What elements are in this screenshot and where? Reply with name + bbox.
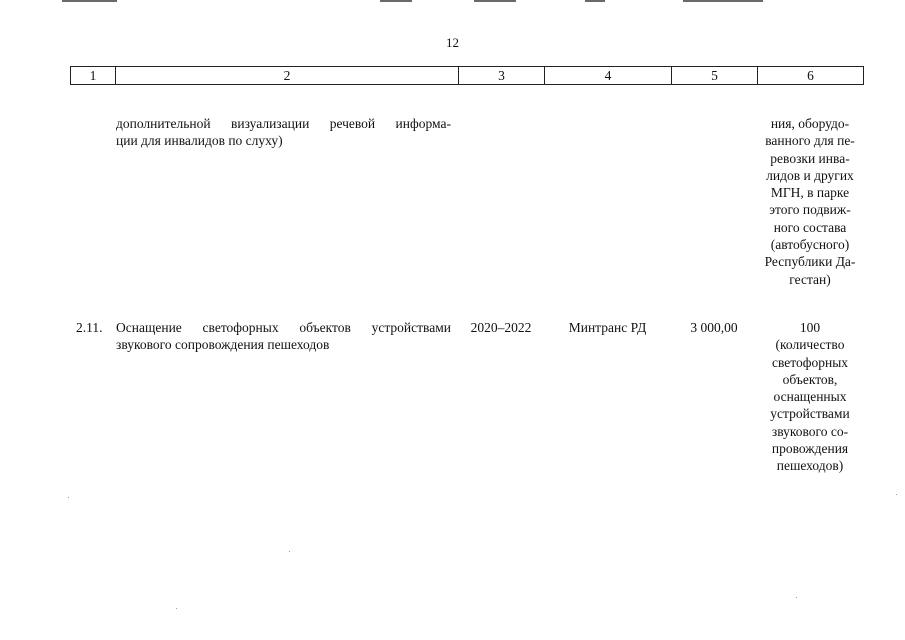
indicator-line: гестан) [789,271,831,287]
row-description-line: звукового сопровождения пешеходов [116,337,330,352]
scan-speckle [796,597,797,598]
scan-edge-mark [683,0,763,2]
row-executor: Минтранс РД [568,320,647,335]
row-period: 2020–2022 [470,320,532,335]
indicator-line: (автобусного) [770,237,850,253]
indicator-line: МГН, в парке [770,185,850,201]
indicator-line: ния, оборудо- [770,116,850,131]
row-indicator [756,319,864,475]
indicator-line: объектов, [782,371,838,387]
continued-description-line: дополнительной визуализации речевой информа- [116,116,451,131]
indicator-line: ного состава [773,219,847,235]
indicator-line: 100 [799,320,821,335]
indicator-line: пешеходов) [776,458,844,474]
continued-description-line: ции для инвалидов по слуху) [116,133,283,148]
row-funding: 3 000,00 [690,320,738,335]
header-cell-4: 4 [544,67,671,84]
indicator-line: лидов и других [766,167,854,183]
indicator-line: светофорных [771,354,849,370]
indicator-line: ревозки инва- [770,150,850,166]
row-number: 2.11. [76,320,103,335]
header-cell-3: 3 [458,67,544,84]
table-header-row [70,66,864,85]
indicator-line: устройствами [770,406,850,422]
scan-edge-mark [474,0,516,2]
indicator-line: оснащенных [773,389,847,405]
indicator-line: ванного для пе- [765,133,855,149]
header-cell-2: 2 [115,67,458,84]
indicator-line: (количество [775,337,845,353]
header-cell-1: 1 [70,67,115,84]
scan-edge-mark [380,0,412,2]
scan-edge-mark [585,0,605,2]
scan-speckle [68,497,69,498]
scan-speckle [289,551,290,552]
indicator-line: звукового со- [771,423,849,439]
indicator-line: этого подвиж- [769,202,851,218]
indicator-line: Республики Да- [764,254,856,270]
scan-speckle [176,608,177,609]
scan-edge-mark [62,0,117,2]
header-cell-6: 6 [757,67,864,84]
row-description-line: Оснащение светофорных объектов устройствами [116,320,451,335]
page-number: 12 [446,35,459,50]
scan-speckle [896,494,897,495]
continued-indicator [756,115,864,288]
indicator-line: провождения [771,441,849,457]
header-cell-5: 5 [671,67,757,84]
